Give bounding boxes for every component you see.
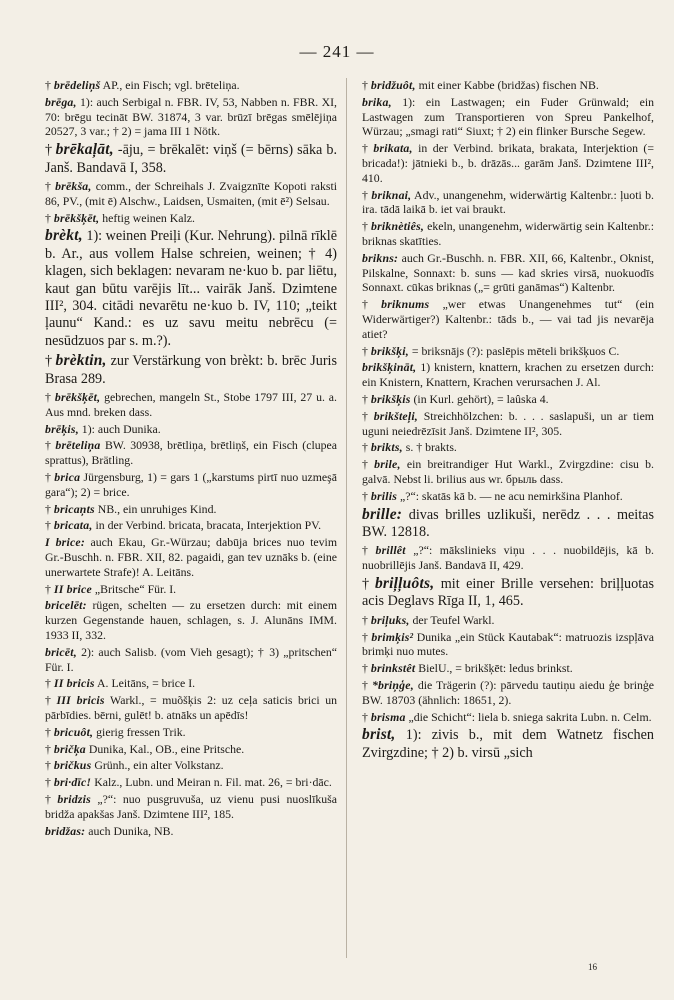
- entry-headword: brikšķi,: [370, 343, 409, 358]
- entry-definition: 1): zivis b., mit dem Watnetz fischen Zvirgzdine; † 2) b. virsū „sich: [362, 727, 654, 761]
- entry-definition: 1): auch Serbigal n. FBR. IV, 53, Nabben n. FBR. XI, 70: brēgu tecināt BW. 31874, 3 var. brūzī brēgas smēlējiņa 20527, 3 var.; † 2) = jama III 1 Nötk.: [45, 94, 337, 139]
- dictionary-entry: [362, 710, 654, 725]
- dagger-mark: †: [362, 457, 372, 472]
- entry-definition: Dunika, Kal., OB., eine Pritsche.: [88, 741, 245, 756]
- entry-definition: die Trägerin (?): pārvedu tautiņu aiedu ģe brinģe BW. 18703 (ähnlich: 18651, 2).: [362, 677, 654, 707]
- dagger-mark: †: [362, 440, 368, 455]
- entry-headword: brikšteļi,: [373, 408, 418, 423]
- entry-headword: briknums: [381, 297, 430, 312]
- entry-definition: = briksnājs (?): paslēpis mēteli brikšķuos C.: [411, 343, 620, 358]
- dictionary-entry: [362, 297, 654, 341]
- entry-headword: bridzis: [57, 791, 91, 806]
- dictionary-entry: [362, 630, 654, 660]
- dictionary-entry: [45, 535, 337, 579]
- entry-definition: rügen, schelten — zu ersetzen durch: mit einem kurzen Gegenstande hauen, schlagen, s. J. Alunāns IMM. 1933 II, 332.: [45, 598, 337, 642]
- entry-headword: II brice: [53, 581, 92, 596]
- left-column: [45, 78, 337, 840]
- dictionary-entry: [362, 409, 654, 439]
- dictionary-entry: [45, 582, 337, 597]
- entry-headword: brikata,: [373, 141, 413, 156]
- entry-headword: bricuôt,: [53, 724, 94, 739]
- dictionary-entry: [45, 775, 337, 790]
- dagger-mark: †: [45, 676, 51, 691]
- entry-definition: „?“: mākslinieks viņu . . . nuobildējis, kā b. nuobrillējis Janš. Bandavā II, 429.: [362, 543, 654, 573]
- entry-headword: III bricis: [56, 693, 105, 708]
- dictionary-entry: [45, 78, 337, 93]
- entry-definition: comm., der Schreihals J. Zvaigznīte Kopoti raksti 86, PV., (mit ē) Alschw., Laidsen, Usmaiten, (mit ē²) Selsau.: [45, 179, 337, 208]
- dictionary-entry: [362, 440, 654, 455]
- dagger-mark: †: [45, 758, 51, 773]
- dagger-mark: †: [362, 141, 371, 156]
- dictionary-entry: [362, 613, 654, 628]
- entry-headword: briknai,: [371, 187, 412, 202]
- printer-signature: 16: [588, 962, 597, 972]
- entry-headword: brilis: [370, 488, 398, 503]
- entry-definition: (in Kurl. gehört), = laûska 4.: [413, 391, 549, 406]
- dagger-mark: †: [45, 179, 53, 193]
- dictionary-entry: [362, 543, 654, 573]
- dictionary-entry: [45, 211, 337, 226]
- dagger-mark: †: [362, 612, 368, 627]
- entry-headword: brikts,: [370, 440, 403, 455]
- entry-definition: „wer etwas Unangenehmes tut“ (ein Widerwärtiger?) Kaltenbr.: tāds b., — vai tad jis nevarēja atiet?: [362, 297, 654, 341]
- entry-definition: AP., ein Fisch; vgl. brēteliņa.: [102, 78, 240, 92]
- entry-definition: BielU., = brikšķēt: ledus brinkst.: [418, 661, 573, 676]
- entry-definition: A. Leitāns, = brice I.: [97, 676, 196, 691]
- entry-headword: brēkša,: [55, 179, 92, 193]
- entry-definition: „Britsche“ Für. I.: [94, 581, 177, 596]
- entry-definition: „?“: nuo pusgruvuša, uz vienu pusi nuoslīkuša bridža apakšas Janš. Dzimtene III², 185.: [45, 791, 337, 821]
- entry-definition: mit einer Kabbe (bridžas) fischen NB.: [418, 78, 599, 92]
- entry-headword: bricaņts: [53, 501, 95, 516]
- dictionary-entry: [362, 219, 654, 249]
- column-divider: [346, 78, 347, 958]
- dagger-mark: †: [45, 142, 53, 159]
- dagger-mark: †: [362, 343, 368, 358]
- entry-definition: ein breitrandiger Hut Warkl., Zvirgzdine: cisu b. galvā. Nebst li. brilius aus wr. брыль dass.: [362, 457, 655, 486]
- dictionary-entry: [45, 598, 337, 642]
- entry-headword: brinkstêt: [370, 661, 416, 676]
- entry-definition: der Teufel Warkl.: [412, 612, 495, 627]
- entry-headword: brimķis²: [371, 629, 414, 644]
- dictionary-entry: [362, 95, 654, 139]
- entry-headword: I brice:: [45, 535, 85, 550]
- dictionary-entry: [45, 470, 337, 500]
- dagger-mark: †: [362, 629, 369, 644]
- entry-headword: briļļuôts,: [374, 574, 435, 592]
- dictionary-entry: [45, 179, 337, 209]
- entry-definition: divas brilles uzlikuši, nerēdz . . . meitas BW. 12818.: [362, 506, 655, 540]
- dagger-mark: †: [362, 219, 369, 234]
- dagger-mark: †: [362, 661, 368, 676]
- dictionary-entry: [362, 506, 654, 542]
- entry-headword: brèktin,: [55, 352, 107, 370]
- entry-definition: Adv., unangenehm, widerwärtig Kaltenbr.: ļuoti b. ira. tādā laikā b. iet vai braukt.: [362, 187, 654, 217]
- dictionary-entry: [45, 676, 337, 691]
- dictionary-entry: [45, 422, 337, 437]
- dictionary-entry: [362, 726, 654, 762]
- entry-headword: bricelēt:: [45, 598, 87, 613]
- dagger-mark: †: [45, 78, 51, 92]
- entry-headword: bricata,: [53, 518, 93, 533]
- dictionary-entry: [45, 390, 337, 420]
- dagger-mark: †: [362, 677, 369, 692]
- dagger-mark: †: [45, 693, 54, 708]
- dictionary-entry: [362, 251, 654, 295]
- entry-headword: brēga,: [45, 94, 77, 109]
- entry-headword: brēkšķēt,: [54, 390, 101, 405]
- entry-definition: Grünh., ein alter Volkstanz.: [94, 758, 224, 773]
- dagger-mark: †: [45, 353, 53, 370]
- dagger-mark: †: [45, 791, 55, 806]
- entry-headword: bricēt,: [45, 644, 77, 659]
- dagger-mark: †: [362, 575, 372, 592]
- entry-headword: bridžuôt,: [370, 78, 416, 92]
- dictionary-entry: [362, 188, 654, 218]
- dagger-mark: †: [362, 543, 373, 558]
- entry-headword: briknètiês,: [371, 219, 425, 234]
- dictionary-entry: [45, 518, 337, 533]
- entry-definition: mit einer Brille versehen: briļļuotas acis Deglavs Rīga II, 1, 465.: [362, 575, 654, 610]
- dagger-mark: †: [45, 581, 51, 596]
- entry-definition: 1) knistern, knattern, krachen zu ersetzen durch: ein Knistern, Knattern, Krachen verursachen J. Al.: [362, 360, 654, 390]
- dictionary-entry: [362, 457, 654, 487]
- dictionary-entry: [45, 438, 337, 468]
- entry-headword: *briņģe,: [371, 677, 414, 692]
- dictionary-entry: [45, 352, 337, 388]
- dictionary-entry: [362, 78, 654, 93]
- dictionary-entry: [362, 392, 654, 407]
- entry-headword: bričķa: [53, 741, 86, 756]
- entry-headword: II bricis: [53, 676, 95, 691]
- right-column: [362, 78, 654, 764]
- entry-headword: brēkšķēt,: [53, 210, 100, 225]
- entry-headword: brèkt,: [45, 227, 83, 245]
- dictionary-entry: [45, 645, 337, 675]
- entry-headword: brika,: [362, 94, 392, 109]
- dagger-mark: †: [362, 408, 371, 423]
- entry-definition: NB., ein unruhiges Kind.: [97, 501, 217, 516]
- dictionary-entry: [45, 742, 337, 757]
- dagger-mark: †: [362, 488, 368, 503]
- dagger-mark: †: [45, 470, 52, 485]
- dictionary-entry: [45, 95, 337, 139]
- dagger-mark: †: [45, 775, 51, 790]
- entry-headword: brikns:: [362, 250, 399, 265]
- dictionary-entry: [362, 678, 654, 708]
- dagger-mark: †: [45, 438, 53, 453]
- dagger-mark: †: [362, 709, 368, 724]
- dagger-mark: †: [45, 210, 51, 225]
- entry-headword: brēķis,: [45, 421, 79, 436]
- entry-definition: auch Gr.-Buschh. n. FBR. XII, 66, Kaltenbr., Oknist, Pilskalne, Sonnaxt: b. suns — kad skries virsā, nuokuodīs Sonnaxt. cūkas briknas („= grūti ganāmas“) Kaltenbr.: [362, 250, 654, 295]
- entry-definition: heftig weinen Kalz.: [102, 210, 195, 225]
- entry-headword: bričkus: [53, 758, 92, 773]
- entry-headword: briļuks,: [370, 612, 410, 627]
- dictionary-entry: [362, 360, 654, 390]
- entry-headword: bri·dīc!: [53, 775, 92, 790]
- entry-definition: in der Verbind. bricata, bracata, Interjektion PV.: [95, 518, 322, 533]
- entry-definition: zur Verstärkung von brèkt: b. brēc Juris Brasa 289.: [45, 353, 338, 387]
- entry-definition: 1): weinen Preiļi (Kur. Nehrung). pilnā rīklē b. Ar., aus vollem Halse schreien, weinen; † 4) klagen, sich beklagen: nevaram ne·kuo b. par liētu, kaut gan būtu varējis līt... vairāk Janš. Dzimtene III², 304. citādi nevarētu ne·kuo b. IV, 110; „teikt ļaunu“ Kand.: es uz savu meitu nebrēcu (= nesūdzuos par s. m.?).: [45, 228, 337, 349]
- dictionary-entry: [362, 489, 654, 504]
- entry-definition: 1): auch Dunika.: [81, 421, 161, 436]
- entry-headword: brille:: [362, 505, 403, 523]
- entry-headword: brēteliņa: [55, 438, 101, 453]
- entry-definition: gebrechen, mangeln St., Stobe 1797 III, 27 u. a. Aus mnd. breken dass.: [45, 390, 337, 419]
- dictionary-entry: [45, 502, 337, 517]
- entry-definition: Streichhölzchen: b. . . . saslapuši, un ar tiem uguni neiedrēzīsit Janš. Dzimtene II², 305.: [362, 408, 654, 438]
- entry-headword: brisma: [370, 709, 406, 724]
- entry-headword: bridžas:: [45, 823, 86, 838]
- entry-headword: brēdeliņš: [53, 78, 101, 92]
- entry-definition: Dunika „ein Stück Kautabak“: matruozis izspļāva brimķi nuo mutes.: [362, 629, 654, 659]
- entry-definition: Kalz., Lubn. und Meiran n. Fil. mat. 26, = bri·dāc.: [94, 775, 332, 790]
- dagger-mark: †: [362, 391, 368, 406]
- dictionary-entry: [45, 725, 337, 740]
- dictionary-entry: [45, 693, 337, 723]
- entry-definition: Jürgensburg, 1) = gars 1 („karstums pirtī nuo uzmeşā gara“); 2) = brice.: [45, 470, 337, 499]
- entry-definition: in der Verbind. brikata, brakata, Interjektion (= bricada!): jātnieki b., b. drāzās... garām Janš. Dzimtene III², 410.: [362, 141, 655, 185]
- dictionary-entry: [362, 661, 654, 676]
- dictionary-entry: [45, 227, 337, 350]
- entry-headword: brikšķināt,: [362, 360, 417, 375]
- dagger-mark: †: [45, 724, 51, 739]
- dagger-mark: †: [45, 390, 52, 405]
- entry-headword: brist,: [362, 726, 396, 744]
- entry-definition: 2): auch Salisb. (vom Vieh gesagt); † 3) „pritschen“ Für. I.: [45, 644, 338, 674]
- dictionary-entry: [45, 824, 337, 839]
- entry-headword: brikšķis: [370, 391, 411, 406]
- dagger-mark: †: [45, 501, 51, 516]
- entry-definition: „die Schicht“: liela b. sniega sakrita Lubn. n. Celm.: [408, 709, 652, 724]
- entry-definition: „?“: skatās kā b. — ne acu nemirkšina Planhof.: [399, 488, 623, 503]
- entry-definition: -āju, = brēkalēt: viņš (= bērns) sāka b. Janš. Bandavā I, 358.: [45, 142, 338, 176]
- dictionary-entry: [45, 792, 337, 822]
- entry-definition: Warkl., = muõšķis 2: uz ceļa saticis brici un pārbīdies. bērni, gulēt! b. atnāks un apēdīs!: [45, 693, 337, 722]
- dagger-mark: †: [362, 187, 369, 202]
- dagger-mark: †: [362, 297, 379, 312]
- entry-definition: auch Ekau, Gr.-Würzau; dabūja brices nuo tevim Gr.-Buschh. n. FBR. XII, 82. pagaidi, gan tev uznāks b. (eine unerwartete Strafe)! A. Leitāns.: [45, 535, 337, 579]
- dictionary-entry: [45, 141, 337, 177]
- dictionary-entry: [362, 344, 654, 359]
- entry-headword: brēkaļāt,: [55, 141, 114, 159]
- dictionary-entry: [362, 575, 654, 611]
- dagger-mark: †: [45, 741, 51, 756]
- entry-headword: brica: [54, 470, 81, 485]
- entry-definition: ekeln, unangenehm, widerwärtig sein Kaltenbr.: briknas skatīties.: [362, 219, 654, 248]
- dagger-mark: †: [45, 518, 51, 533]
- entry-definition: auch Dunika, NB.: [88, 823, 174, 838]
- entry-definition: BW. 30938, brētliņa, brētliņš, ein Fisch (clupea sprattus), Brätling.: [45, 438, 337, 468]
- dictionary-entry: [45, 758, 337, 773]
- dictionary-entry: [362, 141, 654, 185]
- entry-definition: gierig fressen Trik.: [96, 724, 186, 739]
- entry-headword: brile,: [374, 457, 401, 472]
- entry-headword: brillêt: [375, 543, 406, 558]
- entry-definition: 1): ein Lastwagen; ein Fuder Grünwald; ein Lastwagen zum Transportieren von Spreu Pankelhof, Würzau; „smagi rati“ Siuxt; † 2) ein flinker Bursche Segew.: [362, 94, 654, 139]
- dagger-mark: †: [362, 78, 368, 92]
- entry-definition: s. † brakts.: [405, 440, 457, 455]
- page-number: — 241 —: [299, 42, 375, 61]
